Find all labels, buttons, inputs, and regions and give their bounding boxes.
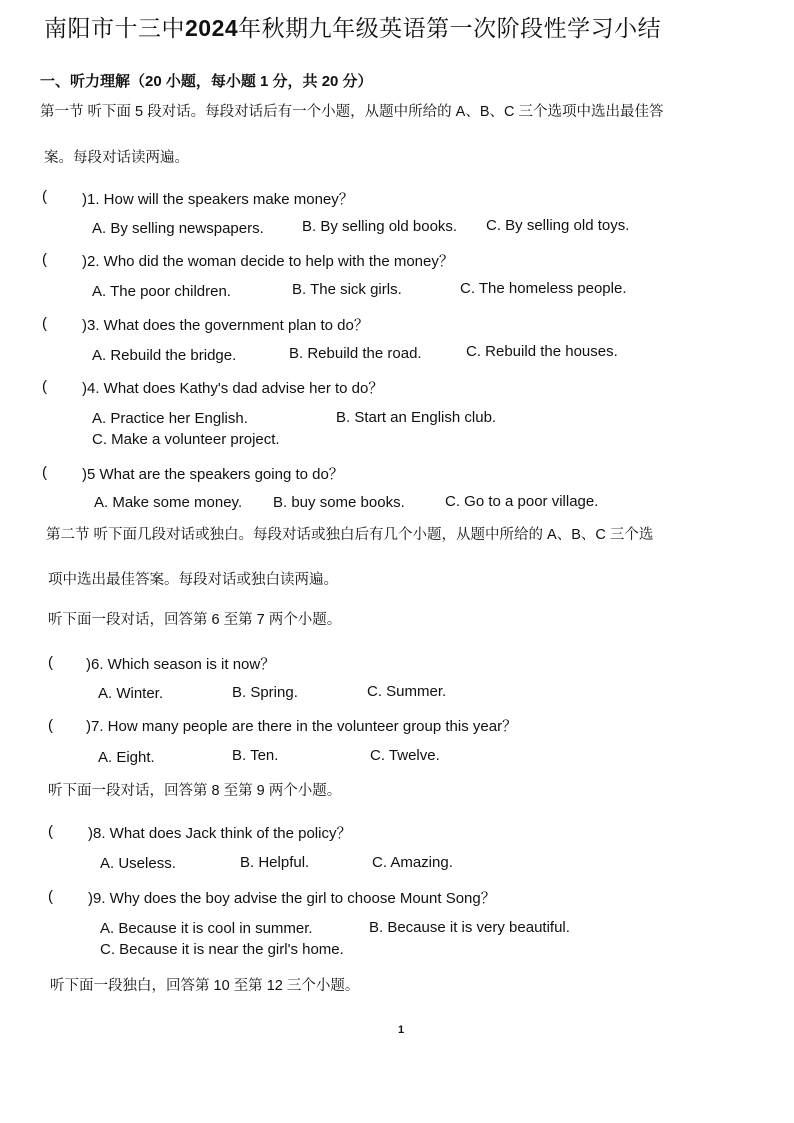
option-b: B. Spring.: [232, 684, 298, 701]
title-prefix: 南阳市十三中: [44, 15, 185, 41]
option-c: C. The homeless people.: [460, 280, 627, 297]
question-stem: )4. What does Kathy's dad advise her to do？: [82, 380, 384, 397]
question-stem: )8. What does Jack think of the policy？: [88, 825, 352, 842]
option-c: C. Summer.: [367, 683, 447, 700]
option-b: B. buy some books.: [273, 494, 405, 511]
option-c: C. Twelve.: [370, 747, 440, 764]
option-b: B. By selling old books.: [302, 218, 458, 235]
option-c: C. Go to a poor village.: [445, 493, 599, 510]
option-b: B. Helpful.: [240, 854, 310, 871]
question-stem: )6. Which season is it now？: [86, 656, 276, 673]
answer-blank[interactable]: (: [48, 823, 53, 840]
option-c: C. By selling old toys.: [486, 217, 630, 234]
answer-blank[interactable]: (: [42, 188, 47, 205]
option-a: A. Because it is cool in summer.: [100, 920, 313, 937]
answer-blank[interactable]: (: [48, 717, 53, 734]
question-stem: )7. How many people are there in the volunteer group this year？: [86, 718, 518, 735]
option-a: A. Eight.: [98, 749, 155, 766]
option-c: C. Because it is near the girl's home.: [100, 941, 344, 958]
part2-instructions-line2: 项中选出最佳答案。每段对话或独白读两遍。: [48, 572, 338, 588]
option-b: B. Because it is very beautiful.: [369, 919, 570, 936]
question-stem: )1. How will the speakers make money？: [82, 191, 354, 208]
title-suffix: 年秋期九年级英语第一次阶段性学习小结: [238, 15, 662, 41]
part2-instructions-line1: 第二节 听下面几段对话或独白。每段对话或独白后有几个小题，从题中所给的 A、B、C 三个选: [46, 527, 654, 543]
option-b: B. The sick girls.: [292, 281, 402, 298]
monologue-intro-10-12: 听下面一段独白，回答第 10 至第 12 三个小题。: [50, 978, 360, 994]
option-b: B. Start an English club.: [336, 409, 497, 426]
option-c: C. Rebuild the houses.: [466, 343, 618, 360]
answer-blank[interactable]: (: [48, 888, 53, 905]
option-c: C. Make a volunteer project.: [92, 431, 280, 448]
option-b: B. Rebuild the road.: [289, 345, 422, 362]
option-a: A. The poor children.: [92, 283, 231, 300]
page-title: [44, 10, 661, 43]
answer-blank[interactable]: (: [42, 251, 47, 268]
answer-blank[interactable]: (: [42, 378, 47, 395]
answer-blank[interactable]: (: [48, 654, 53, 671]
question-stem: )5 What are the speakers going to do？: [82, 466, 344, 483]
question-stem: )9. Why does the boy advise the girl to choose Mount Song？: [88, 890, 496, 907]
dialogue-intro-6-7: 听下面一段对话，回答第 6 至第 7 两个小题。: [48, 612, 342, 628]
option-a: A. Practice her English.: [92, 410, 248, 427]
option-a: A. Useless.: [100, 855, 176, 872]
answer-blank[interactable]: (: [42, 464, 47, 481]
title-year: 2024: [185, 15, 239, 41]
option-c: C. Amazing.: [372, 854, 453, 871]
page-number: 1: [398, 1024, 405, 1036]
section-heading: 一、听力理解（20 小题，每小题 1 分，共 20 分）: [40, 73, 373, 90]
question-stem: )3. What does the government plan to do？: [82, 317, 369, 334]
option-b: B. Ten.: [232, 747, 279, 764]
option-a: A. By selling newspapers.: [92, 220, 264, 237]
part1-instructions-line1: 第一节 听下面 5 段对话。每段对话后有一个小题，从题中所给的 A、B、C 三个选项中选出最佳答: [40, 104, 664, 120]
option-a: A. Make some money.: [94, 494, 243, 511]
dialogue-intro-8-9: 听下面一段对话，回答第 8 至第 9 两个小题。: [48, 783, 342, 799]
question-stem: )2. Who did the woman decide to help with the money？: [82, 253, 454, 270]
option-a: A. Winter.: [98, 685, 164, 702]
option-a: A. Rebuild the bridge.: [92, 347, 237, 364]
answer-blank[interactable]: (: [42, 315, 47, 332]
part1-instructions-line2: 案。每段对话读两遍。: [44, 150, 189, 166]
